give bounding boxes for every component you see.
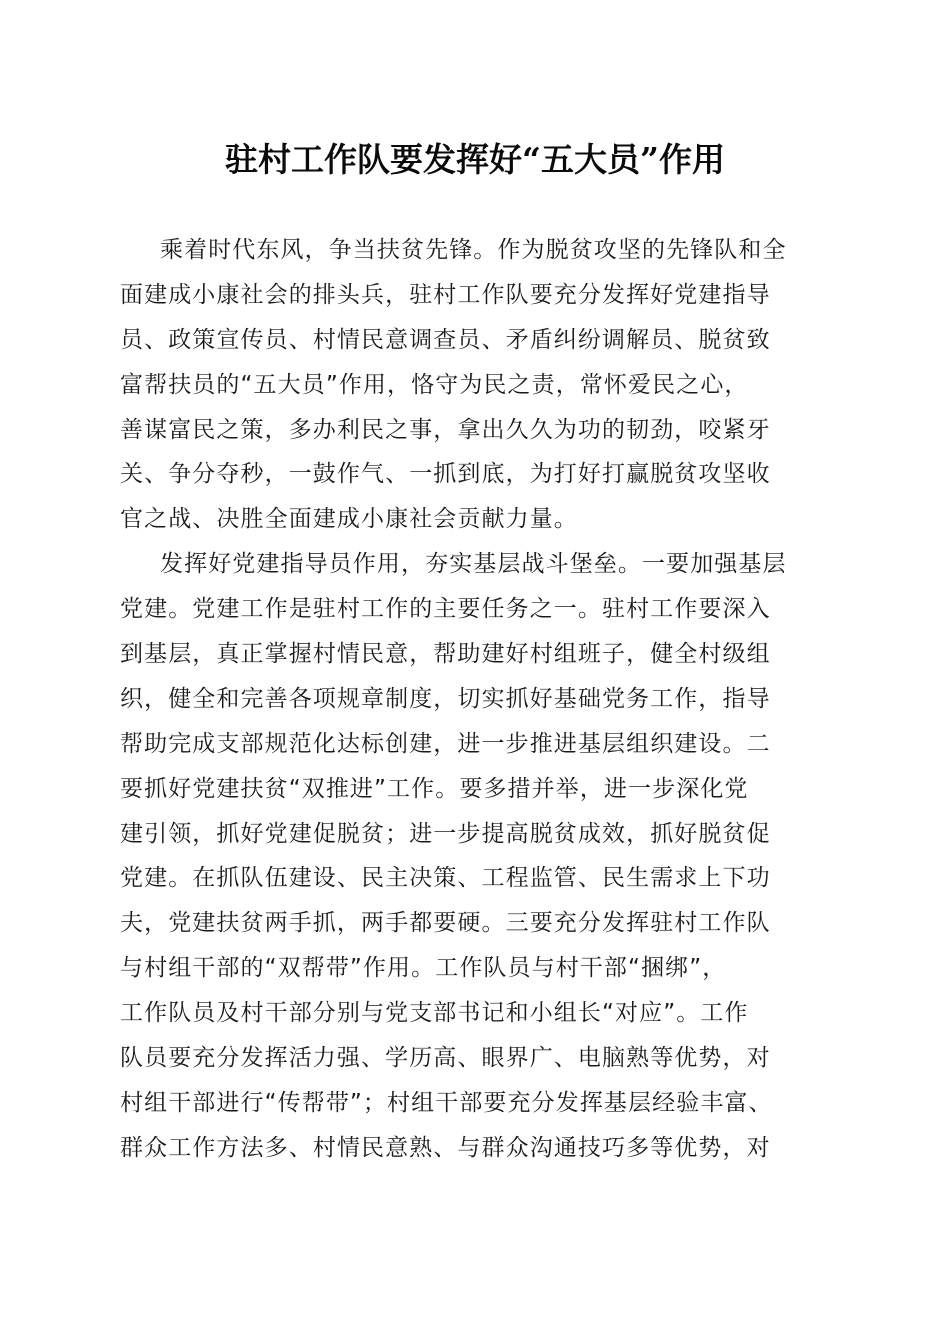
text-line: 工作队员及村干部分别与党支部书记和小组长“对应”。工作 [120, 1000, 749, 1027]
text-line: 夫，党建扶贫两手抓，两手都要硬。三要充分发挥驻村工作队 [120, 910, 771, 937]
text-line: 党建。在抓队伍建设、民主决策、工程监管、民生需求上下功 [120, 865, 771, 892]
document-title: 驻村工作队要发挥好“五大员”作用 [225, 140, 725, 179]
text-line: 关、争分夺秒，一鼓作气、一抓到底，为打好打赢脱贫攻坚收 [120, 461, 771, 488]
text-line: 发挥好党建指导员作用，夯实基层战斗堡垒。一要加强基层 [160, 551, 787, 578]
text-line: 富帮扶员的“五大员”作用，恪守为民之责，常怀爱民之心， [120, 371, 749, 398]
text-line: 建引领，抓好党建促脱贫；进一步提高脱贫成效，抓好脱贫促 [120, 820, 771, 847]
text-line: 帮助完成支部规范化达标创建，进一步推进基层组织建设。二 [120, 730, 771, 757]
text-line: 乘着时代东风，争当扶贫先锋。作为脱贫攻坚的先锋队和全 [160, 237, 787, 263]
text-line: 村组干部进行“传帮带”；村组干部要充分发挥基层经验丰富、 [120, 1089, 773, 1116]
document-body [120, 228, 835, 1171]
text-line: 与村组干部的“双帮带”作用。工作队员与村干部“捆绑”， [120, 955, 727, 982]
text-line: 织，健全和完善各项规章制度，切实抓好基础党务工作，指导 [120, 685, 771, 712]
text-line: 要抓好党建扶贫“双推进”工作。要多措并举，进一步深化党 [120, 775, 749, 802]
text-line: 到基层，真正掌握村情民意，帮助建好村组班子，健全村级组 [120, 641, 771, 668]
text-line: 员、政策宣传员、村情民意调查员、矛盾纠纷调解员、脱贫致 [120, 326, 771, 353]
text-line: 官之战、决胜全面建成小康社会贡献力量。 [120, 506, 578, 533]
text-line: 善谋富民之策，多办利民之事，拿出久久为功的韧劲，咬紧牙 [120, 416, 771, 443]
text-line: 党建。党建工作是驻村工作的主要任务之一。驻村工作要深入 [120, 596, 771, 623]
text-line: 队员要充分发挥活力强、学历高、眼界广、电脑熟等优势，对 [120, 1045, 771, 1072]
text-line: 群众工作方法多、村情民意熟、与群众沟通技巧多等优势，对 [120, 1134, 771, 1161]
text-line: 面建成小康社会的排头兵，驻村工作队要充分发挥好党建指导 [120, 281, 771, 308]
